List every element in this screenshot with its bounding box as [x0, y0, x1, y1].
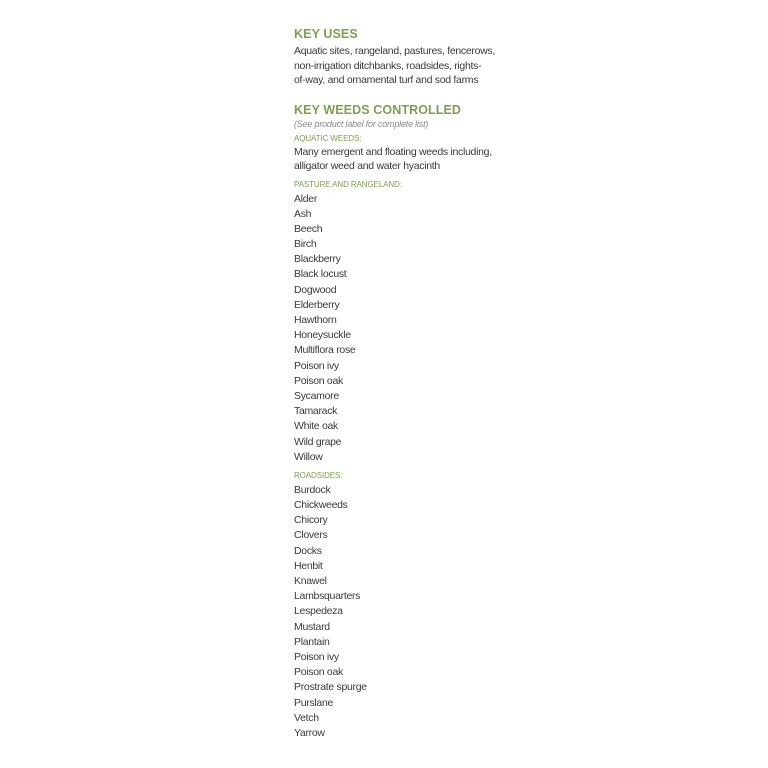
- aquatic-weeds-label: AQUATIC WEEDS:: [294, 133, 362, 143]
- weed-list-item: Lambsquarters: [294, 590, 361, 603]
- weed-list-item: Poison oak: [294, 666, 343, 679]
- roadside-weed-list: [294, 483, 534, 741]
- weed-list-item: Blackberry: [294, 253, 341, 266]
- aquatic-weeds-text: [294, 145, 534, 174]
- weed-list-item: Honeysuckle: [294, 329, 351, 342]
- key-uses-heading: KEY USES: [294, 27, 358, 41]
- weed-list-item: Chickweeds: [294, 499, 348, 512]
- weed-list-item: Sycamore: [294, 389, 339, 402]
- roadsides-label: ROADSIDES:: [294, 470, 343, 480]
- weed-list-item: Prostrate spurge: [294, 681, 367, 694]
- weed-list-item: Beech: [294, 222, 323, 235]
- weed-list-item: Black locust: [294, 268, 347, 281]
- weed-list-item: Docks: [294, 544, 322, 557]
- weed-list-item: Yarrow: [294, 726, 325, 739]
- weed-list-item: Purslane: [294, 696, 334, 709]
- weed-list-item: Birch: [294, 238, 317, 251]
- pasture-weed-list: [294, 192, 534, 465]
- weed-list-item: Elderberry: [294, 298, 340, 311]
- weed-list-item: Vetch: [294, 711, 319, 724]
- weed-list-item: Chicory: [294, 514, 328, 527]
- weed-list-item: Knawel: [294, 575, 327, 587]
- key-uses-text: [294, 44, 534, 88]
- weed-list-item: Wild grape: [294, 435, 342, 448]
- key-weeds-heading: KEY WEEDS CONTROLLED: [294, 102, 462, 117]
- weed-list-item: Willow: [294, 450, 323, 463]
- key-uses-line: of-way, and ornamental turf and sod farms: [294, 74, 479, 86]
- weed-list-item: White oak: [294, 420, 338, 433]
- key-uses-line: Aquatic sites, rangeland, pastures, fencerows,: [294, 45, 495, 57]
- weed-list-item: Ash: [294, 207, 312, 220]
- weed-list-item: Burdock: [294, 483, 331, 496]
- document-column: [294, 27, 534, 741]
- weed-list-item: Mustard: [294, 620, 330, 633]
- weed-list-item: Alder: [294, 192, 318, 205]
- weed-list-item: Plantain: [294, 635, 330, 648]
- weed-list-item: Poison ivy: [294, 359, 339, 372]
- key-uses-line: non-irrigation ditchbanks, roadsides, rights-: [294, 59, 482, 72]
- aquatic-line: Many emergent and floating weeds including,: [294, 145, 492, 158]
- weed-list-item: Poison oak: [294, 374, 343, 387]
- weed-list-item: Multiflora rose: [294, 344, 356, 357]
- weed-list-item: Poison ivy: [294, 650, 339, 663]
- weed-list-item: Clovers: [294, 529, 328, 542]
- weed-list-item: Hawthorn: [294, 314, 337, 326]
- weed-list-item: Lespedeza: [294, 605, 343, 618]
- aquatic-line: alligator weed and water hyacinth: [294, 160, 440, 172]
- weed-list-item: Tamarack: [294, 405, 338, 418]
- weed-list-item: Dogwood: [294, 283, 337, 296]
- label-note: (See product label for complete list): [294, 118, 429, 129]
- weed-list-item: Henbit: [294, 559, 323, 572]
- pasture-rangeland-label: PASTURE AND RANGELAND:: [294, 179, 402, 189]
